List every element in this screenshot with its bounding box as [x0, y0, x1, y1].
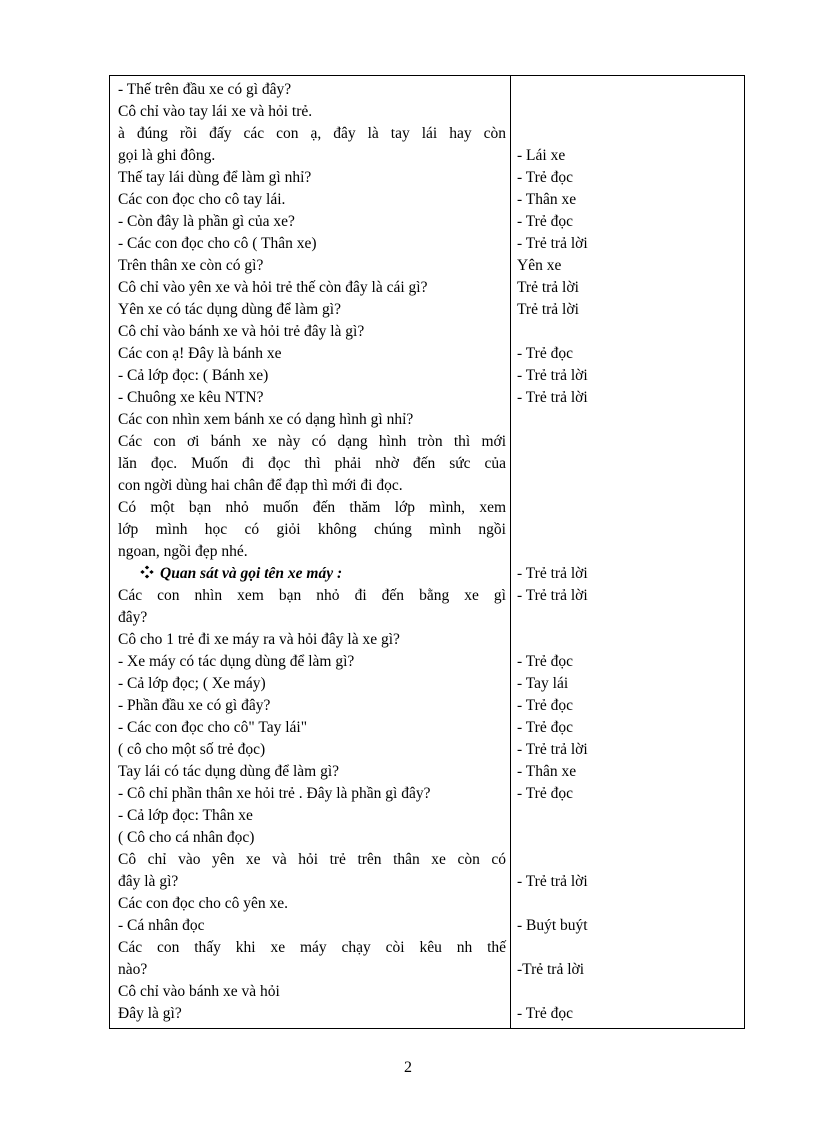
teacher-line: à đúng rồi đấy các con ạ, đây là tay lái hay còn [118, 125, 506, 142]
child-response: - Trẻ trả lời [517, 873, 588, 890]
lesson-table [109, 75, 745, 1029]
teacher-line: Các con nhìn xem bạn nhỏ đi đến bằng xe gì [118, 587, 506, 604]
child-response: - Trẻ đọc [517, 1005, 573, 1022]
child-response: - Thân xe [517, 191, 577, 208]
child-response: - Trẻ trả lời [517, 565, 588, 582]
teacher-line: Các con ơi bánh xe này có dạng hình tròn thì mới [118, 433, 506, 450]
teacher-line: con ngời dùng hai chân để đạp thì mới đi đọc. [118, 477, 403, 494]
teacher-line: - Thế trên đầu xe có gì đây? [118, 81, 292, 98]
teacher-line: lăn đọc. Muốn đi đọc thì phải nhờ đến sức của [118, 455, 506, 472]
teacher-line: đây là gì? [118, 873, 179, 890]
teacher-line: Đây là gì? [118, 1005, 182, 1022]
teacher-line: Các con đọc cho cô tay lái. [118, 191, 286, 208]
teacher-line: Cô chỉ vào yên xe và hỏi trẻ thế còn đây là cái gì? [118, 279, 428, 296]
teacher-line: nào? [118, 961, 148, 978]
teacher-line: ( Cô cho cá nhân đọc) [118, 829, 255, 846]
child-response: Yên xe [517, 257, 562, 274]
four-diamond-bullet-icon [140, 565, 154, 579]
teacher-line: đây? [118, 609, 148, 626]
child-response: - Buýt buýt [517, 917, 588, 934]
teacher-line: Thế tay lái dùng để làm gì nhỉ? [118, 169, 312, 186]
child-response: - Trẻ đọc [517, 653, 573, 670]
teacher-line: Trên thân xe còn có gì? [118, 257, 264, 274]
child-response: -Trẻ trả lời [517, 961, 585, 978]
teacher-line: Có một bạn nhỏ muốn đến thăm lớp mình, xem [118, 499, 506, 516]
teacher-line: Tay lái có tác dụng dùng để làm gì? [118, 763, 340, 780]
teacher-line: - Phần đầu xe có gì đây? [118, 697, 271, 714]
child-response: - Trẻ đọc [517, 697, 573, 714]
child-response: Trẻ trả lời [517, 301, 579, 318]
teacher-line: - Chuông xe kêu NTN? [118, 389, 264, 406]
teacher-line: Các con ạ! Đây là bánh xe [118, 345, 282, 362]
child-response: - Tay lái [517, 675, 569, 692]
section-heading [118, 563, 528, 585]
teacher-line: Các con thấy khi xe máy chạy còi kêu nh thế [118, 939, 506, 956]
teacher-line: - Cả lớp đọc: ( Bánh xe) [118, 367, 269, 384]
child-response: - Trẻ trả lời [517, 235, 588, 252]
child-response: - Trẻ đọc [517, 213, 573, 230]
teacher-line: - Các con đọc cho cô ( Thân xe) [118, 235, 317, 252]
teacher-line: - Cá nhân đọc [118, 917, 205, 934]
teacher-line: Cô chỉ vào bánh xe và hỏi [118, 983, 280, 1000]
child-response: Trẻ trả lời [517, 279, 579, 296]
teacher-line: - Còn đây là phần gì của xe? [118, 213, 295, 230]
child-response: - Trẻ đọc [517, 169, 573, 186]
column-divider [510, 76, 511, 1028]
page-number: 2 [404, 1059, 412, 1076]
teacher-line: Cô chỉ vào yên xe và hỏi trẻ trên thân xe còn có [118, 851, 506, 868]
teacher-line: Cô chỉ vào bánh xe và hỏi trẻ đây là gì? [118, 323, 365, 340]
teacher-line: - Các con đọc cho cô" Tay lái" [118, 719, 308, 736]
teacher-line: Các con nhìn xem bánh xe có dạng hình gì nhỉ? [118, 411, 414, 428]
child-response: - Trẻ đọc [517, 345, 573, 362]
child-response: - Trẻ trả lời [517, 587, 588, 604]
teacher-line: - Xe máy có tác dụng dùng để làm gì? [118, 653, 355, 670]
child-response: - Trẻ trả lời [517, 367, 588, 384]
child-response: - Trẻ trả lời [517, 741, 588, 758]
teacher-line: Yên xe có tác dụng dùng để làm gì? [118, 301, 341, 318]
teacher-line: - Cả lớp đọc; ( Xe máy) [118, 675, 266, 692]
child-response: - Trẻ đọc [517, 785, 573, 802]
teacher-line: ( cô cho một số trẻ đọc) [118, 741, 266, 758]
child-response: - Lái xe [517, 147, 566, 164]
child-response: - Trẻ đọc [517, 719, 573, 736]
child-response: - Thân xe [517, 763, 577, 780]
teacher-line: Cô chỉ vào tay lái xe và hỏi trẻ. [118, 103, 313, 120]
teacher-line: gọi là ghi đông. [118, 147, 216, 164]
teacher-line: Các con đọc cho cô yên xe. [118, 895, 289, 912]
teacher-line: ngoan, ngồi đẹp nhé. [118, 543, 248, 560]
teacher-line: Cô cho 1 trẻ đi xe máy ra và hỏi đây là xe gì? [118, 631, 400, 648]
teacher-line: - Cô chỉ phần thân xe hỏi trẻ . Đây là phần gì đây? [118, 785, 431, 802]
child-response: - Trẻ trả lời [517, 389, 588, 406]
teacher-line: lớp mình học có giỏi không chúng mình ngồi [118, 521, 506, 538]
section-heading-text: Quan sát và gọi tên xe máy : [160, 565, 343, 582]
teacher-line: - Cả lớp đọc: Thân xe [118, 807, 253, 824]
